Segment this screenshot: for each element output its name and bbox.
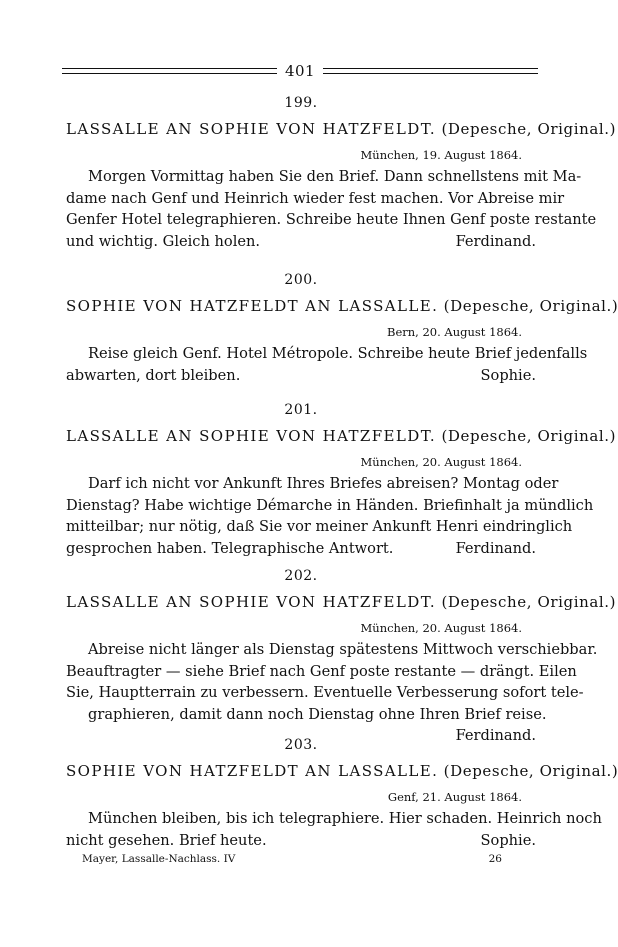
letter-signature: Sophie. (480, 831, 536, 849)
letter-place-date: München, 19. August 1864. (360, 148, 522, 162)
letter-body: Reise gleich Genf. Hotel Métropole. Schreibe heute Brief jedenfalls abwarten, dort bleiben. Sophie. (66, 343, 536, 386)
letter-title: LASSALLE AN SOPHIE VON HATZFELDT. (Depesche, Original.) (66, 120, 617, 138)
letter-title: LASSALLE AN SOPHIE VON HATZFELDT. (Depesche, Original.) (66, 427, 617, 445)
letter-202 (66, 568, 617, 747)
letter-body: Darf ich nicht vor Ankunft Ihres Briefes abreisen? Montag oder Dienstag? Habe wichtige Démarche in Händen. Briefinhalt ja mündlich mitteilbar; nur nötig, daß Sie vor meiner Ankunft Henri eindringlich gesprochen haben. Telegraphische Antwort. Ferdinand. (66, 473, 536, 559)
letter-signature: Ferdinand. (455, 232, 536, 250)
letter-place-date: Genf, 21. August 1864. (387, 790, 522, 804)
letter-201 (66, 402, 617, 559)
letter-place-date: München, 20. August 1864. (360, 455, 522, 469)
letter-body: München bleiben, bis ich telegraphiere. Hier schaden. Heinrich noch nicht gesehen. Brief heute. Sophie. (66, 808, 536, 851)
header-rule-right (323, 68, 538, 74)
letter-number: 201. (284, 402, 318, 418)
letter-title: SOPHIE VON HATZFELDT AN LASSALLE. (Depesche, Original.) (66, 762, 618, 780)
footer-signature-mark: Mayer, Lassalle-Nachlass. IV (82, 853, 236, 865)
letter-place-date: Bern, 20. August 1864. (387, 325, 522, 339)
letter-199 (66, 95, 617, 252)
letter-number: 199. (284, 95, 318, 111)
letter-signature: Sophie. (480, 366, 536, 384)
page-header (62, 60, 538, 82)
letter-title: LASSALLE AN SOPHIE VON HATZFELDT. (Depesche, Original.) (66, 593, 617, 611)
letter-signature: Ferdinand. (455, 727, 536, 744)
letter-place-date: München, 20. August 1864. (360, 621, 522, 635)
letter-203 (66, 737, 618, 851)
page-footer (82, 853, 502, 865)
letter-number: 202. (284, 568, 318, 584)
letter-signature: Ferdinand. (455, 539, 536, 557)
footer-sheet-number: 26 (488, 853, 502, 865)
letter-body: Abreise nicht länger als Dienstag spätestens Mittwoch verschiebbar. Beauftragter — siehe Brief nach Genf poste restante — drängt. Eilen Sie, Hauptterrain zu verbessern. Eventuelle Verbesserung sofort tele- graphieren, damit dann noch Dienstag ohne Ihren Brief reise. Ferdinand. (66, 639, 536, 747)
letter-title: SOPHIE VON HATZFELDT AN LASSALLE. (Depesche, Original.) (66, 297, 618, 315)
page-number: 401 (284, 62, 316, 80)
header-rule-left (62, 68, 277, 74)
letter-body: Morgen Vormittag haben Sie den Brief. Dann schnellstens mit Ma- dame nach Genf und Heinrich wieder fest machen. Vor Abreise mir Genfer Hotel telegraphieren. Schreibe heute Ihnen Genf poste restante und wichtig. Gleich holen. Ferdinand. (66, 166, 536, 252)
letter-number: 203. (284, 737, 318, 753)
letter-200 (66, 272, 618, 386)
letter-number: 200. (284, 272, 318, 288)
